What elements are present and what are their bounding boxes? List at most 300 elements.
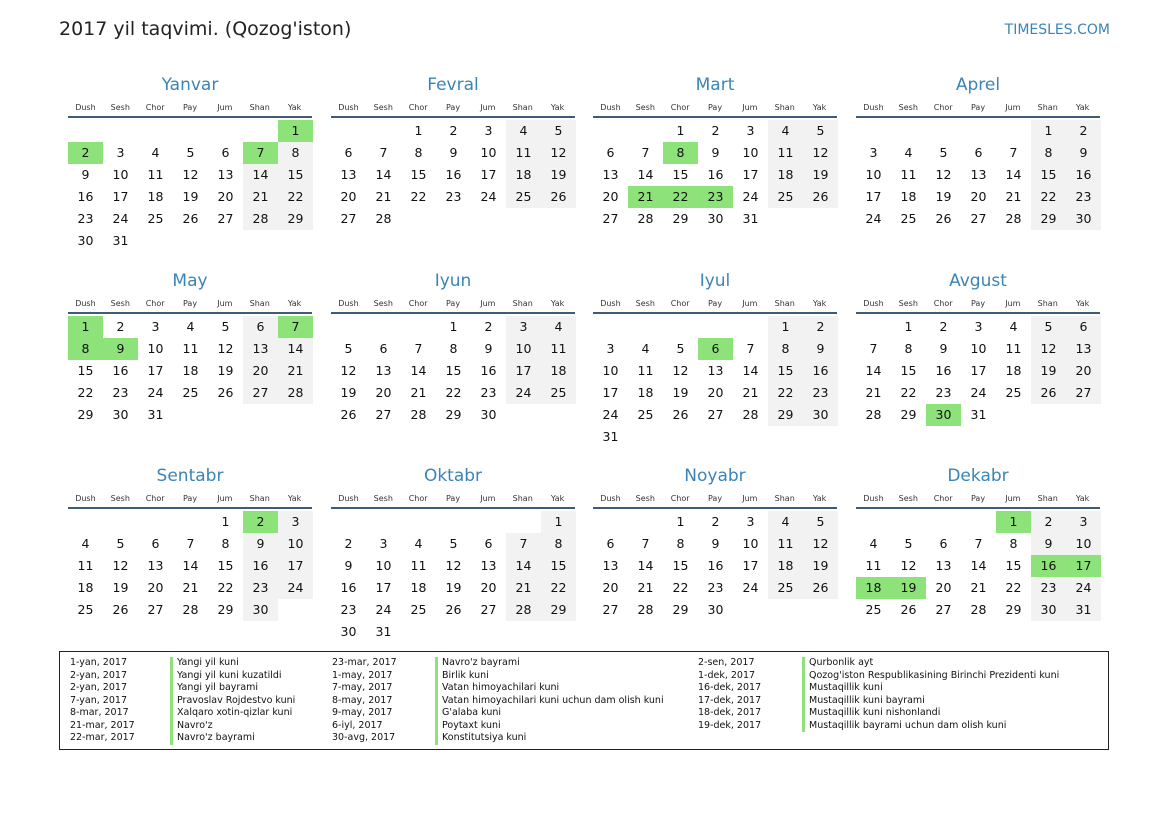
empty-cell xyxy=(926,120,961,142)
day-cell: 12 xyxy=(1031,338,1066,360)
weekday-label: Yak xyxy=(287,493,302,503)
day-cell: 19 xyxy=(1031,360,1066,382)
weekday-label: Dush xyxy=(863,102,884,112)
holiday-row xyxy=(332,732,664,745)
day-cell: 9 xyxy=(1066,142,1101,164)
holiday-day-cell: 18 xyxy=(856,577,891,599)
day-cell: 27 xyxy=(217,211,234,226)
day-cell: 7 xyxy=(1009,145,1018,160)
day-cell: 3 xyxy=(606,341,615,356)
holiday-day-cell: 21 xyxy=(628,186,663,208)
day-cell: 13 xyxy=(217,167,234,182)
day-cell: 16 xyxy=(707,167,724,182)
day-cell: 8 xyxy=(1009,536,1018,551)
day-cell: 18 xyxy=(768,555,803,577)
holiday-date: 7-may, 2017 xyxy=(332,682,393,693)
day-cell: 4 xyxy=(81,536,90,551)
day-cell: 20 xyxy=(602,580,619,595)
day-cell: 25 xyxy=(768,577,803,599)
weekday-label: Sesh xyxy=(635,493,655,503)
day-cell: 25 xyxy=(637,407,654,422)
month-mart xyxy=(593,72,837,230)
day-cell: 22 xyxy=(900,385,917,400)
day-cell: 27 xyxy=(1066,382,1101,404)
day-cell: 17 xyxy=(742,167,759,182)
holiday-name: Mustaqillik kuni bayrami xyxy=(802,695,925,708)
holiday-date: 2-yan, 2017 xyxy=(70,669,127,681)
holiday-day-cell: 8 xyxy=(663,142,698,164)
empty-cell xyxy=(366,316,401,338)
holiday-row xyxy=(332,682,664,695)
day-cell: 18 xyxy=(1005,363,1022,378)
day-cell: 9 xyxy=(81,167,90,182)
day-cell: 10 xyxy=(970,341,987,356)
day-cell: 20 xyxy=(935,580,952,595)
day-cell: 14 xyxy=(243,164,278,186)
weekday-label: Chor xyxy=(408,102,428,112)
day-cell: 9 xyxy=(449,145,458,160)
day-cell: 3 xyxy=(869,145,878,160)
day-cell: 24 xyxy=(480,189,497,204)
day-grid xyxy=(68,120,312,252)
holiday-column xyxy=(332,657,664,745)
weekday-label: Dush xyxy=(75,102,96,112)
day-cell: 24 xyxy=(147,385,164,400)
day-cell: 12 xyxy=(541,142,576,164)
empty-cell xyxy=(401,511,436,533)
day-cell: 13 xyxy=(340,167,357,182)
day-cell: 24 xyxy=(602,407,619,422)
day-cell: 8 xyxy=(676,536,685,551)
weekday-label: Dush xyxy=(600,493,621,503)
holiday-day-cell: 1 xyxy=(278,120,313,142)
weekday-label: Sesh xyxy=(110,298,130,308)
holiday-day-cell: 1 xyxy=(996,511,1031,533)
empty-cell xyxy=(628,511,663,533)
day-cell: 26 xyxy=(541,186,576,208)
holiday-day-cell: 17 xyxy=(1066,555,1101,577)
day-cell: 23 xyxy=(1031,577,1066,599)
weekday-label: Yak xyxy=(1075,298,1090,308)
holiday-row xyxy=(698,720,1059,733)
day-cell: 12 xyxy=(803,533,838,555)
day-cell: 1 xyxy=(676,123,685,138)
day-cell: 29 xyxy=(1031,208,1066,230)
holiday-row xyxy=(70,707,295,720)
day-cell: 27 xyxy=(970,211,987,226)
month-aprel xyxy=(856,72,1100,230)
weekday-label: Chor xyxy=(145,493,165,503)
holiday-name: Mustaqillik kuni nishonlandi xyxy=(802,707,940,720)
day-cell: 30 xyxy=(112,407,129,422)
day-cell: 1 xyxy=(541,511,576,533)
weekday-label: Jum xyxy=(742,298,758,308)
month-name: Avgust xyxy=(949,271,1007,291)
day-cell: 6 xyxy=(379,341,388,356)
empty-cell xyxy=(698,316,733,338)
day-cell: 11 xyxy=(865,558,882,573)
day-cell: 31 xyxy=(375,624,392,639)
brand-link[interactable]: TIMESLES.COM xyxy=(1004,22,1110,38)
day-cell: 27 xyxy=(480,602,497,617)
holiday-name: Navro'z bayrami xyxy=(435,657,520,670)
day-cell: 15 xyxy=(217,558,234,573)
day-cell: 4 xyxy=(414,536,423,551)
day-cell: 19 xyxy=(935,189,952,204)
day-cell: 10 xyxy=(602,363,619,378)
weekday-label: Shan xyxy=(774,298,795,308)
empty-cell xyxy=(926,511,961,533)
day-cell: 5 xyxy=(676,341,685,356)
day-cell: 1 xyxy=(676,514,685,529)
day-cell: 12 xyxy=(182,167,199,182)
day-cell: 2 xyxy=(484,319,493,334)
weekday-label: Yak xyxy=(812,102,827,112)
weekday-label: Chor xyxy=(670,298,690,308)
day-cell: 4 xyxy=(641,341,650,356)
month-name: Aprel xyxy=(955,75,1001,95)
weekday-label: Shan xyxy=(774,102,795,112)
day-cell: 6 xyxy=(221,145,230,160)
day-cell: 18 xyxy=(768,164,803,186)
day-cell: 22 xyxy=(217,580,234,595)
day-cell: 17 xyxy=(970,363,987,378)
weekday-label: Yak xyxy=(287,298,302,308)
weekday-label: Shan xyxy=(512,102,533,112)
day-cell: 26 xyxy=(935,211,952,226)
day-cell: 18 xyxy=(900,189,917,204)
day-cell: 27 xyxy=(147,602,164,617)
day-cell: 20 xyxy=(480,580,497,595)
day-cell: 4 xyxy=(1009,319,1018,334)
day-grid xyxy=(68,511,312,621)
weekday-header xyxy=(593,489,837,509)
day-cell: 22 xyxy=(278,186,313,208)
day-cell: 5 xyxy=(186,145,195,160)
day-grid xyxy=(856,511,1100,621)
day-cell: 28 xyxy=(865,407,882,422)
holiday-day-cell: 2 xyxy=(68,142,103,164)
day-cell: 21 xyxy=(278,360,313,382)
day-cell: 24 xyxy=(970,385,987,400)
day-cell: 17 xyxy=(147,363,164,378)
day-cell: 30 xyxy=(77,233,94,248)
holiday-date: 1-yan, 2017 xyxy=(70,657,127,668)
month-name: Mart xyxy=(695,75,735,95)
weekday-label: Pay xyxy=(970,102,986,112)
holiday-date: 1-dek, 2017 xyxy=(698,669,756,681)
day-cell: 28 xyxy=(742,407,759,422)
weekday-label: Pay xyxy=(182,102,198,112)
day-cell: 20 xyxy=(707,385,724,400)
weekday-label: Dush xyxy=(75,298,96,308)
weekday-label: Shan xyxy=(512,493,533,503)
day-cell: 28 xyxy=(278,382,313,404)
day-cell: 18 xyxy=(182,363,199,378)
day-cell: 21 xyxy=(375,189,392,204)
day-cell: 9 xyxy=(344,558,353,573)
empty-cell xyxy=(366,120,401,142)
day-cell: 10 xyxy=(1066,533,1101,555)
weekday-label: Sesh xyxy=(110,102,130,112)
day-cell: 1 xyxy=(768,316,803,338)
holiday-row xyxy=(70,670,295,683)
day-cell: 23 xyxy=(803,382,838,404)
day-cell: 26 xyxy=(900,602,917,617)
day-cell: 13 xyxy=(1066,338,1101,360)
day-cell: 22 xyxy=(445,385,462,400)
day-cell: 20 xyxy=(147,580,164,595)
holiday-day-cell: 16 xyxy=(1031,555,1066,577)
empty-cell xyxy=(856,511,891,533)
day-cell: 16 xyxy=(480,363,497,378)
day-cell: 26 xyxy=(445,602,462,617)
day-cell: 6 xyxy=(974,145,983,160)
empty-cell xyxy=(663,316,698,338)
day-cell: 28 xyxy=(375,211,392,226)
day-cell: 10 xyxy=(742,536,759,551)
day-cell: 20 xyxy=(217,189,234,204)
day-cell: 23 xyxy=(1066,186,1101,208)
weekday-label: Chor xyxy=(933,298,953,308)
day-cell: 29 xyxy=(445,407,462,422)
day-cell: 10 xyxy=(278,533,313,555)
day-cell: 1 xyxy=(414,123,423,138)
empty-cell xyxy=(331,511,366,533)
day-cell: 30 xyxy=(340,624,357,639)
empty-cell xyxy=(961,120,996,142)
day-cell: 3 xyxy=(746,514,755,529)
weekday-label: Pay xyxy=(182,298,198,308)
day-cell: 9 xyxy=(939,341,948,356)
weekday-label: Pay xyxy=(707,298,723,308)
day-cell: 13 xyxy=(480,558,497,573)
empty-cell xyxy=(628,316,663,338)
day-cell: 15 xyxy=(445,363,462,378)
day-cell: 23 xyxy=(112,385,129,400)
weekday-header xyxy=(856,98,1100,118)
day-cell: 1 xyxy=(221,514,230,529)
holiday-date: 19-dek, 2017 xyxy=(698,719,762,731)
day-cell: 6 xyxy=(606,145,615,160)
weekday-label: Dush xyxy=(338,298,359,308)
day-cell: 24 xyxy=(742,580,759,595)
day-cell: 14 xyxy=(970,558,987,573)
holiday-legend xyxy=(59,651,1109,750)
month-name: May xyxy=(172,271,208,291)
day-cell: 1 xyxy=(1031,120,1066,142)
empty-cell xyxy=(891,120,926,142)
empty-cell xyxy=(891,511,926,533)
day-cell: 15 xyxy=(1031,164,1066,186)
holiday-date: 21-mar, 2017 xyxy=(70,719,135,731)
day-cell: 21 xyxy=(506,577,541,599)
day-cell: 21 xyxy=(637,580,654,595)
weekday-label: Sesh xyxy=(373,298,393,308)
day-cell: 25 xyxy=(182,385,199,400)
month-may xyxy=(68,268,312,426)
day-cell: 12 xyxy=(900,558,917,573)
day-cell: 10 xyxy=(865,167,882,182)
day-cell: 9 xyxy=(1031,533,1066,555)
holiday-name: Poytaxt kuni xyxy=(435,720,501,733)
day-cell: 6 xyxy=(939,536,948,551)
day-cell: 5 xyxy=(803,120,838,142)
holiday-date: 30-avg, 2017 xyxy=(332,732,396,743)
day-cell: 2 xyxy=(449,123,458,138)
day-cell: 28 xyxy=(970,602,987,617)
holiday-day-cell: 23 xyxy=(698,186,733,208)
weekday-label: Chor xyxy=(670,102,690,112)
empty-cell xyxy=(961,511,996,533)
day-cell: 15 xyxy=(1005,558,1022,573)
day-cell: 4 xyxy=(904,145,913,160)
weekday-label: Shan xyxy=(1037,102,1058,112)
day-cell: 23 xyxy=(480,385,497,400)
day-cell: 12 xyxy=(445,558,462,573)
weekday-label: Dush xyxy=(338,102,359,112)
day-cell: 16 xyxy=(803,360,838,382)
day-cell: 23 xyxy=(445,189,462,204)
day-cell: 7 xyxy=(869,341,878,356)
day-cell: 27 xyxy=(243,382,278,404)
day-cell: 23 xyxy=(935,385,952,400)
page-title: 2017 yil taqvimi. (Qozog'iston) xyxy=(59,18,352,40)
holiday-name: Mustaqillik bayrami uchun dam olish kuni xyxy=(802,720,1006,733)
day-cell: 22 xyxy=(77,385,94,400)
day-cell: 22 xyxy=(768,382,803,404)
weekday-header xyxy=(68,98,312,118)
day-cell: 18 xyxy=(77,580,94,595)
holiday-name: Xalqaro xotin-qizlar kuni xyxy=(170,707,292,720)
holiday-name: Pravoslav Rojdestvo kuni xyxy=(170,695,295,708)
day-cell: 16 xyxy=(243,555,278,577)
month-avgust xyxy=(856,268,1100,426)
day-cell: 26 xyxy=(112,602,129,617)
day-cell: 9 xyxy=(243,533,278,555)
month-fevral xyxy=(331,72,575,230)
day-cell: 26 xyxy=(340,407,357,422)
empty-cell xyxy=(733,316,768,338)
day-cell: 12 xyxy=(112,558,129,573)
day-cell: 9 xyxy=(484,341,493,356)
day-cell: 3 xyxy=(974,319,983,334)
weekday-label: Chor xyxy=(408,493,428,503)
day-cell: 8 xyxy=(278,142,313,164)
day-cell: 24 xyxy=(506,382,541,404)
day-cell: 25 xyxy=(1005,385,1022,400)
holiday-row xyxy=(332,695,664,708)
month-noyabr xyxy=(593,463,837,621)
day-cell: 22 xyxy=(672,580,689,595)
holiday-name: Yangi yil kuni xyxy=(170,657,239,670)
month-sentabr xyxy=(68,463,312,621)
day-cell: 21 xyxy=(865,385,882,400)
holiday-name: Mustaqillik kuni xyxy=(802,682,883,695)
day-cell: 28 xyxy=(506,599,541,621)
day-cell: 26 xyxy=(182,211,199,226)
day-cell: 12 xyxy=(935,167,952,182)
holiday-date: 8-may, 2017 xyxy=(332,694,393,706)
day-cell: 25 xyxy=(147,211,164,226)
day-grid xyxy=(331,511,575,643)
day-cell: 2 xyxy=(1066,120,1101,142)
weekday-label: Shan xyxy=(249,493,270,503)
weekday-label: Jum xyxy=(217,493,233,503)
weekday-label: Sesh xyxy=(898,298,918,308)
month-name: Yanvar xyxy=(161,75,219,95)
day-cell: 28 xyxy=(1005,211,1022,226)
day-cell: 5 xyxy=(221,319,230,334)
day-cell: 14 xyxy=(506,555,541,577)
month-name: Noyabr xyxy=(684,466,746,486)
day-cell: 11 xyxy=(768,533,803,555)
day-cell: 1 xyxy=(449,319,458,334)
day-cell: 16 xyxy=(1066,164,1101,186)
day-cell: 3 xyxy=(151,319,160,334)
day-cell: 13 xyxy=(935,558,952,573)
holiday-row xyxy=(332,720,664,733)
day-cell: 7 xyxy=(414,341,423,356)
day-cell: 21 xyxy=(1005,189,1022,204)
day-cell: 26 xyxy=(803,577,838,599)
holiday-row xyxy=(70,657,295,670)
weekday-label: Pay xyxy=(445,298,461,308)
weekday-label: Pay xyxy=(445,493,461,503)
holiday-row xyxy=(698,682,1059,695)
day-cell: 26 xyxy=(217,385,234,400)
day-cell: 11 xyxy=(1005,341,1022,356)
day-cell: 20 xyxy=(375,385,392,400)
day-cell: 15 xyxy=(541,555,576,577)
day-cell: 21 xyxy=(243,186,278,208)
empty-cell xyxy=(628,120,663,142)
holiday-column xyxy=(698,657,1059,732)
month-name: Fevral xyxy=(427,75,479,95)
day-cell: 25 xyxy=(410,602,427,617)
day-cell: 3 xyxy=(746,123,755,138)
holiday-row xyxy=(332,707,664,720)
day-cell: 4 xyxy=(151,145,160,160)
empty-cell xyxy=(138,511,173,533)
day-cell: 6 xyxy=(1066,316,1101,338)
holiday-name: Vatan himoyachilari kuni uchun dam olish kuni xyxy=(435,695,664,708)
day-cell: 21 xyxy=(182,580,199,595)
day-cell: 5 xyxy=(541,120,576,142)
day-cell: 27 xyxy=(707,407,724,422)
day-cell: 18 xyxy=(506,164,541,186)
weekday-label: Yak xyxy=(812,493,827,503)
day-cell: 25 xyxy=(768,186,803,208)
day-cell: 17 xyxy=(506,360,541,382)
weekday-label: Sesh xyxy=(373,493,393,503)
month-oktabr xyxy=(331,463,575,643)
weekday-label: Chor xyxy=(933,493,953,503)
day-cell: 19 xyxy=(803,555,838,577)
holiday-date: 17-dek, 2017 xyxy=(698,694,762,706)
day-cell: 28 xyxy=(637,602,654,617)
day-cell: 31 xyxy=(742,211,759,226)
holiday-day-cell: 2 xyxy=(243,511,278,533)
holiday-name: Vatan himoyachilari kuni xyxy=(435,682,559,695)
empty-cell xyxy=(243,120,278,142)
day-cell: 28 xyxy=(182,602,199,617)
weekday-label: Sesh xyxy=(110,493,130,503)
weekday-label: Jum xyxy=(1005,102,1021,112)
weekday-label: Jum xyxy=(742,493,758,503)
day-grid xyxy=(331,316,575,426)
holiday-row xyxy=(332,670,664,683)
